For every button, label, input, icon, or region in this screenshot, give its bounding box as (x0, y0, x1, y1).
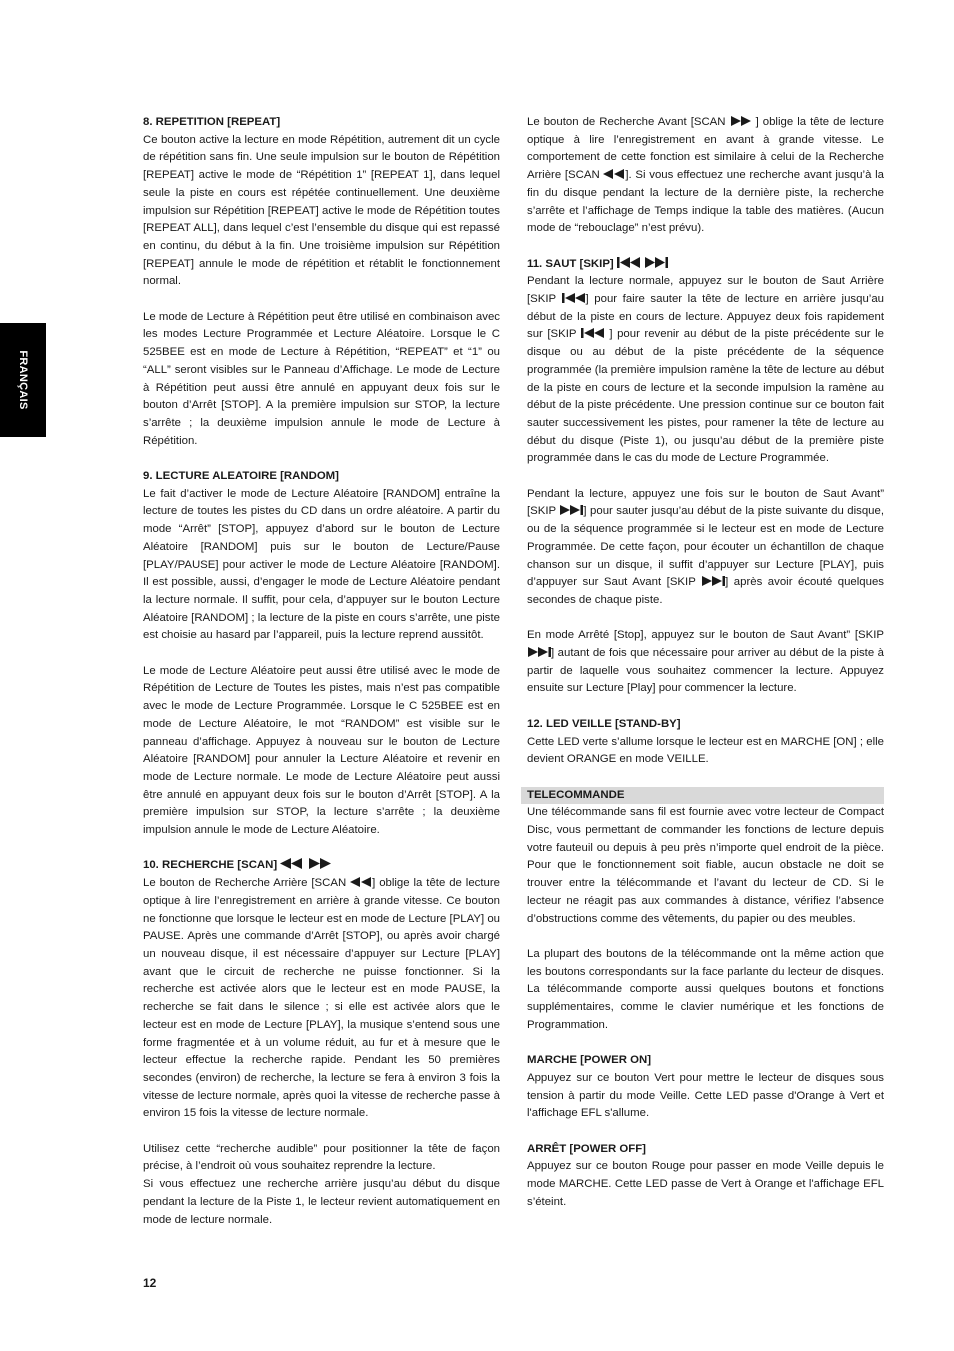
remote-paragraph-2: La plupart des boutons de la télécommande ont la même action que les boutons correspondants sur la face parlante du lecteur de disques. La télécommande comporte aussi quelques boutons et fonctions supplémentaires, comme le clavier numérique et les fonctions de Programmation. (527, 947, 884, 1031)
standby-paragraph: Cette LED verte s’allume lorsque le lecteur est en MARCHE [ON] ; elle devient ORANGE en mode VEILLE. (527, 735, 884, 766)
random-heading: 9. LECTURE ALEATOIRE [RANDOM] (143, 470, 339, 483)
random-paragraph-1: Le fait d’activer le mode de Lecture Aléatoire [RANDOM] entraîne la lecture de toutes les pistes du CD dans un ordre aléatoire. A partir du mode “Arrêt” [STOP], appuyez d’abord sur le bouton de Lecture Aléatoire [RANDOM] puis sur le bouton de Lecture/Pause [PLAY/PAUSE] pour activer le mode de Lecture Aléatoire [RANDOM]. Il est possible, aussi, d’engager le mode de Lecture Aléatoire pendant la lecture normale. Il suffit, pour cela, d’appuyer sur le bouton Lecture Aléatoire [RANDOM] ; la lecture de la piste en cours s’arrête, une piste est choisie au hasard par l’appareil, puis la lecture reprend aussitôt. (143, 487, 500, 642)
random-paragraph-2: Le mode de Lecture Aléatoire peut aussi être utilisé avec le mode de Répétition de Lecture de Toutes les pistes, mais n’est pas compatible avec le mode de Lecture Programmée. Lorsque le C 525BEE est en mode de Lecture Aléatoire, le mot “RANDOM” est visible sur le panneau d’affichage. Appuyez à nouveau sur le bouton de Lecture Aléatoire [RANDOM] pour annuler la Lecture Aléatoire et revenir en mode de Lecture normale. Le mode de Lecture Aléatoire peut aussi être annulé en appuyant deux fois sur le bouton d’Arrêt [STOP]. A la première impulsion sur STOP, la lecture s’arrête ; la deuxième impulsion annule le mode de Lecture Aléatoire. (143, 664, 500, 837)
skip-paragraph-3: En mode Arrêté [Stop], appuyez sur le bouton de Saut Avant” [SKIP ] autant de fois que nécessaire pour arriver au début de la piste à partir de laquelle vous souhaitez commencer la lecture. Appuyez ensuite sur Lecture [Play] pour commencer la lecture. (527, 629, 884, 695)
skip-forward-icon (701, 576, 725, 586)
skip-paragraph-2: Pendant la lecture, appuyez une fois sur le bouton de Saut Avant” [SKIP ] pour sauter jusqu’au début de la piste suivante du disque, ou de la séquence programmée si le lecteur est en mode de Lecture Programmée. De cette façon, pour écouter un échantillon de chaque chanson sur un disque, il suffit d’appuyer sur Lecture [PLAY], puis d’appuyer sur Saut Avant [SKIP ] après avoir écouté quelques secondes de chaque piste. (527, 487, 884, 606)
power-off-heading: ARRÊT [POWER OFF] (527, 1142, 646, 1155)
power-on-paragraph: Appuyez sur ce bouton Vert pour mettre le lecteur de disques sous tension à partir du mode Veille. Cette LED passe d'Orange à Vert et l'affichage EFL s'allume. (527, 1071, 884, 1120)
skip-back-icon (581, 328, 605, 338)
page-number: 12 (143, 1276, 157, 1290)
rewind-icon (350, 877, 372, 887)
rewind-icon (603, 169, 625, 179)
scan-heading-line (143, 857, 500, 875)
scan-paragraph-1: Le bouton de Recherche Arrière [SCAN ] oblige la tête de lecture optique à lire l’enregistrement en arrière à grande vitesse. Ce bouton ne fonctionne que lorsque le lecteur est en mode de Lecture [PLAY] ou PAUSE. Après une commande d’Arrêt [STOP], ou après avoir chargé un nouveau disque, il est nécessaire d’appuyer sur Lecture [PLAY] avant que le circuit de recherche ne puisse fonctionner. Si la recherche est activée alors que le lecteur est en mode PAUSE, la recherche se fait dans le silence ; si elle est activée alors que le lecteur est en mode de Lecture [PLAY], la musique s’entend sous une forme fragmentée et à un volume réduit, au fur et à mesure que le lecteur effectue la recherche rapide. Pendant les 50 premières secondes (environ) de recherche, la lecture se fera à environ 3 fois la vitesse de lecture normale, après quoi la vitesse de recherche passe à environ 15 fois la vitesse de lecture normale. (143, 877, 500, 1120)
fast-forward-icon (308, 858, 332, 869)
skip-forward-icon (527, 647, 551, 657)
remote-paragraph-1: Une télécommande sans fil est fournie avec votre lecteur de Compact Disc, vous permettant de commander les fonctions de lecture depuis votre fauteuil ou depuis à peu près n’importe quel endroit de la pièce. Pour que le fonctionnement soit fiable, aucun obstacle ne doit se trouver entre la télécommande et l’avant du lecteur de CD. Si le lecteur ne réagit pas aux commandes à distance, vérifiez l’absence d’obstructions comme des vêtements, du papier ou des meubles. (527, 806, 884, 925)
skip-heading-line (527, 256, 884, 274)
repeat-heading: 8. REPETITION [REPEAT] (143, 116, 281, 128)
remote-heading: TELECOMMANDE (521, 787, 884, 805)
skip-paragraph-1: Pendant la lecture normale, appuyez sur le bouton de Saut Arrière [SKIP ] pour faire sauter la tête de lecture en arrière jusqu’au début de la piste en cours de lecture. Appuyez deux fois rapidement sur [SKIP ] pour revenir au début de la piste précédente sur le disque ou au début de la piste précédente de la séquence programmée (la première impulsion ramène la tête de lecture au début de la piste en cours de lecture et la seconde impulsion la ramène au début de la piste précédente. Une pression continue sur ce bouton fait sauter successivement les pistes, pour ramener la tête de lecture au début du disque (Piste 1), ou jusqu’au début de la première piste programmée dans le cas du mode de Lecture Programmée. (527, 275, 884, 465)
right-column (527, 114, 884, 1211)
skip-heading: 11. SAUT [SKIP] (527, 257, 614, 270)
rewind-icon (280, 858, 304, 869)
language-tab-label: FRANÇAIS (17, 350, 29, 410)
repeat-paragraph-2: Le mode de Lecture à Répétition peut être utilisé en combinaison avec les modes Lecture Programmée et Lecture Aléatoire. Lorsque le C 525BEE est en mode de Lecture à Répétition, “REPEAT” et “1” ou “ALL” seront visibles sur le Panneau d’Affichage. Le mode de Lecture à Répétition peut aussi être annulé en appuyant deux fois sur le bouton d’Arrêt [STOP]. A la première impulsion sur STOP, la lecture s’arrête ; la deuxième impulsion annule le mode de Lecture à Répétition. (143, 310, 500, 447)
scan-heading: 10. RECHERCHE [SCAN] (143, 859, 278, 872)
fast-forward-icon (730, 116, 752, 126)
power-on-heading: MARCHE [POWER ON] (527, 1054, 652, 1067)
power-off-paragraph: Appuyez sur ce bouton Rouge pour passer en mode Veille depuis le mode MARCHE. Cette LED passe de Vert à Orange et l'affichage EFL s’éteint. (527, 1160, 884, 1208)
scan-paragraph-3: Si vous effectuez une recherche arrière jusqu’au début du disque pendant la lecture de la Piste 1, le lecteur revient automatiquement en mode de lecture normale. (143, 1178, 500, 1226)
skip-forward-icon (559, 505, 583, 515)
skip-forward-icon (644, 257, 668, 268)
language-tab (0, 323, 46, 437)
left-column (143, 114, 500, 1229)
standby-heading: 12. LED VEILLE [STAND-BY] (527, 717, 681, 730)
scan-forward-paragraph: Le bouton de Recherche Avant [SCAN ] oblige la tête de lecture optique à lire l’enregistrement en avant à grande vitesse. Le comportement de cette fonction est similaire à celui de la Recherche Arrière [SCAN ]. Si vous effectuez une recherche avant jusqu’à la fin du disque pendant la lecture de la dernière piste, la recherche s’arrête et l’affichage de Temps indique la table des matières. (Aucun mode de “rebouclage” n’est prévu). (527, 116, 885, 235)
skip-back-icon (562, 293, 586, 303)
skip-back-icon (617, 257, 641, 268)
scan-paragraph-2: Utilisez cette “recherche audible” pour positionner la tête de façon précise, à l’endroit où vous souhaitez reprendre la lecture. (143, 1142, 500, 1173)
repeat-paragraph-1: Ce bouton active la lecture en mode Répétition, autrement dit un cycle de répétition sans fin. Une seule impulsion sur le bouton de Répétition [REPEAT] active le mode de “Répétition 1” [REPEAT 1], dans lequel seule la piste en cours est répétée continuellement. Une deuxième impulsion sur Répétition [REPEAT] active le mode de Répétition toutes [REPEAT ALL], dans lequel c’est l’ensemble du disque qui est repassé en continu, du début à la fin. Une troisième impulsion sur Répétition [REPEAT] annule le mode de répétition et rétablit le fonctionnement normal. (143, 133, 500, 288)
